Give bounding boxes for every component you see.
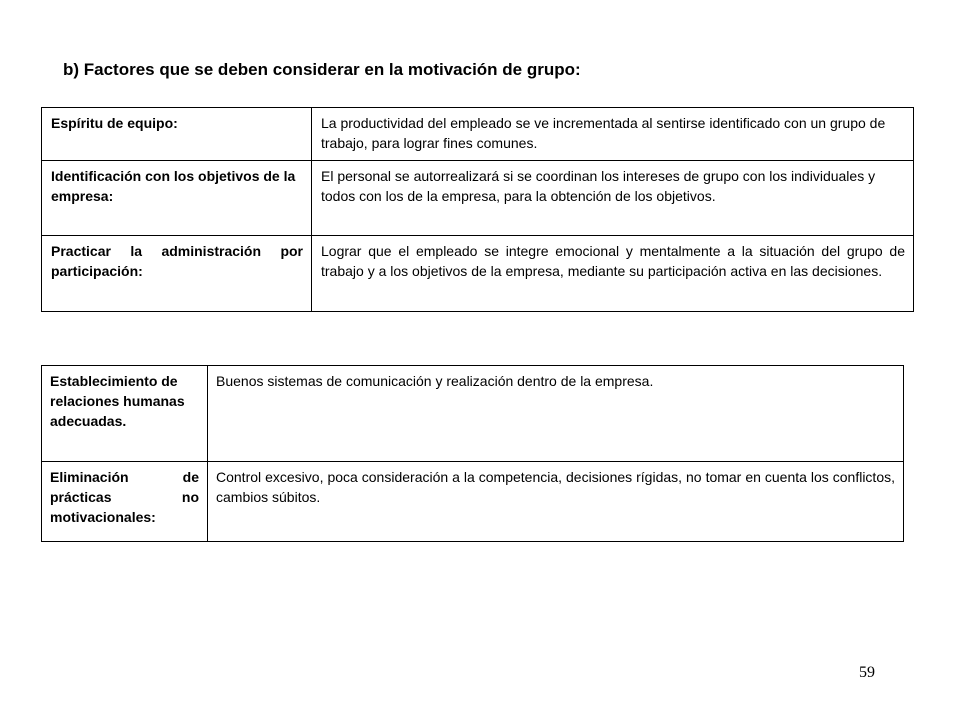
table-row — [42, 236, 914, 312]
table-row — [42, 161, 914, 236]
factor-term: Identificación con los objetivos de la empresa: — [42, 161, 312, 236]
factor-description: Control excesivo, poca consideración a la competencia, decisiones rígidas, no tomar en cuenta los conflictos, cambios súbitos. — [208, 462, 904, 542]
table-row — [42, 108, 914, 161]
table-row — [42, 462, 904, 542]
factor-term: Eliminación de prácticas no motivacionales: — [42, 462, 208, 542]
page-number: 59 — [859, 664, 875, 681]
table-row — [42, 366, 904, 462]
factor-description: Buenos sistemas de comunicación y realización dentro de la empresa. — [208, 366, 904, 462]
factor-description: Lograr que el empleado se integre emocional y mentalmente a la situación del grupo de trabajo y a los objetivos de la empresa, mediante su participación activa en las decisiones. — [312, 236, 914, 312]
factor-term: Espíritu de equipo: — [42, 108, 312, 161]
factors-table-2 — [41, 365, 904, 542]
factor-description: El personal se autorrealizará si se coordinan los intereses de grupo con los individuales y todos con los de la empresa, para la obtención de los objetivos. — [312, 161, 914, 236]
factor-description: La productividad del empleado se ve incrementada al sentirse identificado con un grupo de trabajo, para lograr fines comunes. — [312, 108, 914, 161]
factor-term: Practicar la administración por participación: — [42, 236, 312, 312]
factor-term: Establecimiento de relaciones humanas adecuadas. — [42, 366, 208, 462]
factors-table-1 — [41, 107, 914, 312]
section-heading: b) Factores que se deben considerar en la motivación de grupo: — [63, 60, 581, 79]
